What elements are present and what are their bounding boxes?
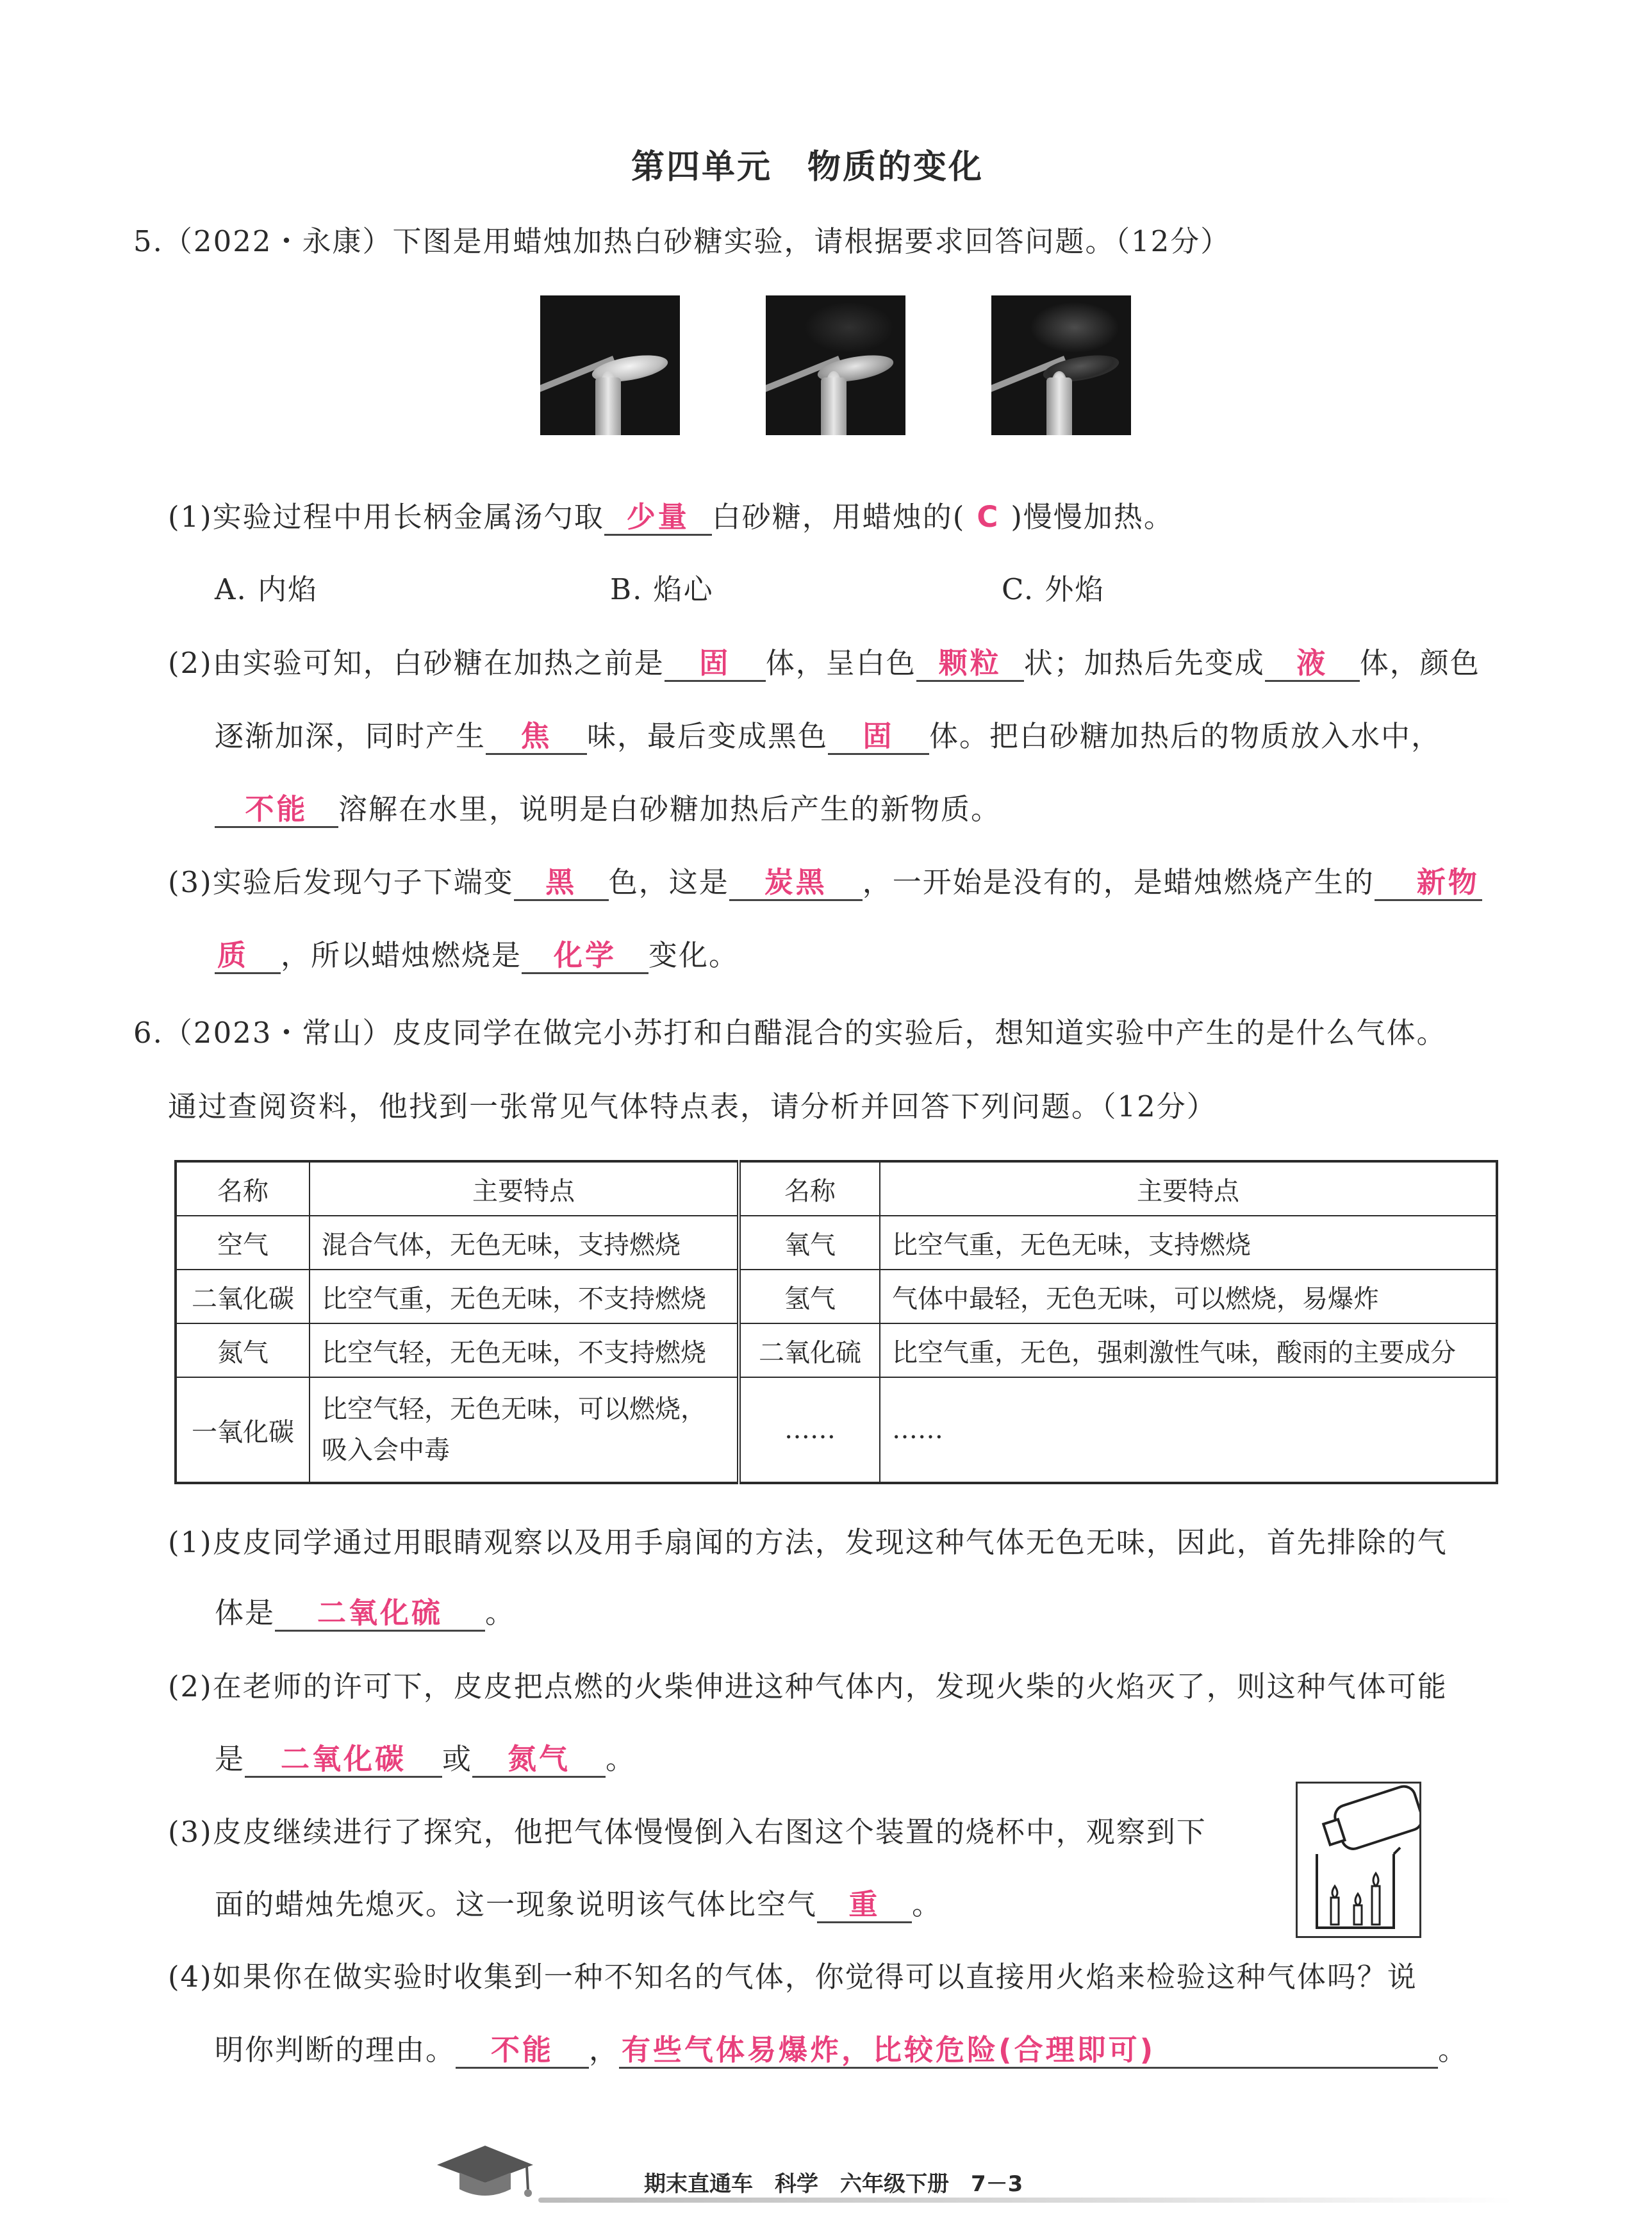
q5-part2-line3: 不能 溶解在水里，说明是白砂糖加热后产生的新物质。: [215, 786, 1001, 828]
table-header: 名称: [176, 1161, 310, 1216]
table-row: [176, 1323, 1497, 1377]
table-cell: 比空气重，无色无味，不支持燃烧: [310, 1270, 739, 1323]
table-cell: 气体中最轻，无色无味，可以燃烧，易爆炸: [880, 1270, 1497, 1323]
table-cell: 比空气轻，无色无味，不支持燃烧: [310, 1323, 739, 1377]
q5-part1: (1)实验过程中用长柄金属汤勺取 少量 白砂糖，用蜡烛的( C )慢慢加热。: [168, 493, 1174, 536]
answer-blank: 焦: [486, 720, 587, 755]
question-6-stem-line1: 6.（2023・常山）皮皮同学在做完小苏打和白醋混合的实验后，想知道实验中产生的是什么气体。: [133, 1016, 1447, 1050]
gas-characteristics-table: [174, 1160, 1498, 1484]
table-cell: [310, 1377, 739, 1483]
page-title: 第四单元 物质的变化: [631, 148, 984, 186]
answer-blank: 化学: [522, 939, 648, 974]
option-c: C. 外焰: [1002, 572, 1105, 606]
answer-blank: 有些气体易爆炸，比较危险(合理即可): [619, 2033, 1438, 2069]
table-header: 名称: [739, 1161, 880, 1216]
answer-choice: C: [977, 500, 1000, 534]
experiment-photo-1: [540, 295, 680, 435]
option-b: B. 焰心: [610, 572, 714, 606]
answer-blank: 固: [828, 720, 929, 755]
q5-part2-line1: (2)由实验可知，白砂糖在加热之前是 固 体，呈白色 颗粒 状；加热后先变成 液 体，颜色: [168, 640, 1480, 682]
q5-part3-line2: 质 ，所以蜡烛燃烧是 化学 变化。: [215, 932, 739, 974]
footer-text: 期末直通车 科学 六年级下册 7－3: [644, 2171, 1023, 2197]
question-6-stem-line2: 通过查阅资料，他找到一张常见气体特点表，请分析并回答下列问题。（12分）: [168, 1089, 1217, 1123]
answer-blank: 氮气: [472, 1743, 606, 1778]
answer-blank: 不能: [456, 2033, 589, 2069]
table-header: 主要特点: [310, 1161, 739, 1216]
answer-blank: 固: [665, 647, 766, 682]
table-row: [176, 1270, 1497, 1323]
table-cell-line: 吸入会中毒: [322, 1436, 450, 1465]
table-cell: 二氧化硫: [739, 1323, 880, 1377]
table-cell: 空气: [176, 1216, 310, 1270]
table-cell: 比空气重，无色，强刺激性气味，酸雨的主要成分: [880, 1323, 1497, 1377]
table-cell: 氮气: [176, 1323, 310, 1377]
table-cell: 氢气: [739, 1270, 880, 1323]
answer-blank: 不能: [215, 793, 338, 828]
answer-blank: 质: [215, 939, 281, 974]
table-header: 主要特点: [880, 1161, 1497, 1216]
table-cell: 比空气重，无色无味，支持燃烧: [880, 1216, 1497, 1270]
answer-blank: 重: [817, 1888, 912, 1923]
graduation-cap-icon: [431, 2139, 540, 2206]
q5-part2-line2: 逐渐加深，同时产生 焦 味，最后变成黑色 固 体。把白砂糖加热后的物质放入水中，: [215, 713, 1441, 755]
q6-part2-line2: 是 二氧化碳 或 氮气 。: [215, 1735, 636, 1778]
answer-blank: 少量: [604, 501, 712, 536]
q6-part3-line2: 面的蜡烛先熄灭。这一现象说明该气体比空气 重 。: [215, 1881, 942, 1923]
answer-blank: 液: [1265, 647, 1360, 682]
table-cell: 二氧化碳: [176, 1270, 310, 1323]
table-cell: 一氧化碳: [176, 1377, 310, 1483]
answer-blank: 二氧化硫: [275, 1596, 485, 1632]
q6-part2-line1: (2)在老师的许可下，皮皮把点燃的火柴伸进这种气体内，发现火柴的火焰灭了，则这种气体可能: [168, 1669, 1448, 1703]
q6-part4-line1: (4)如果你在做实验时收集到一种不知名的气体，你觉得可以直接用火焰来检验这种气体吗？说: [168, 1960, 1417, 1994]
q6-part1-line2: 体是 二氧化硫 。: [215, 1589, 515, 1632]
table-header-row: [176, 1161, 1497, 1216]
table-row: [176, 1377, 1497, 1483]
answer-blank: 颗粒: [916, 647, 1024, 682]
table-cell: 氧气: [739, 1216, 880, 1270]
table-cell: ……: [880, 1377, 1497, 1483]
experiment-photo-3: [991, 295, 1131, 435]
answer-blank: 炭黑: [729, 866, 863, 901]
answer-blank: 二氧化碳: [245, 1743, 442, 1778]
answer-blank: 黑: [514, 866, 609, 901]
table-row: [176, 1216, 1497, 1270]
q6-part1-line1: (1)皮皮同学通过用眼睛观察以及用手扇闻的方法，发现这种气体无色无味，因此，首先排除的气: [168, 1525, 1448, 1559]
table-cell-line: 比空气轻，无色无味，可以燃烧，: [322, 1395, 706, 1424]
table-cell: 混合气体，无色无味，支持燃烧: [310, 1216, 739, 1270]
question-5-stem: 5.（2022・永康）下图是用蜡烛加热白砂糖实验，请根据要求回答问题。（12分）: [133, 224, 1231, 258]
q6-part3-line1: (3)皮皮继续进行了探究，他把气体慢慢倒入右图这个装置的烧杯中，观察到下: [168, 1815, 1207, 1849]
experiment-photo-2: [766, 295, 905, 435]
answer-blank: 新物: [1375, 866, 1482, 901]
option-a: A. 内焰: [215, 572, 318, 606]
table-cell: ……: [739, 1377, 880, 1483]
footer-divider: [538, 2198, 1512, 2203]
pouring-gas-apparatus-figure: [1296, 1782, 1421, 1938]
q5-part3-line1: (3)实验后发现勺子下端变 黑 色，这是 炭黑 ，一开始是没有的，是蜡烛燃烧产生的 新物: [168, 859, 1482, 901]
beaker-candle-icon: [1298, 1784, 1419, 1936]
q6-part4-line2: 明你判断的理由。 不能 ，有些气体易爆炸，比较危险(合理即可) 。: [215, 2026, 1468, 2069]
